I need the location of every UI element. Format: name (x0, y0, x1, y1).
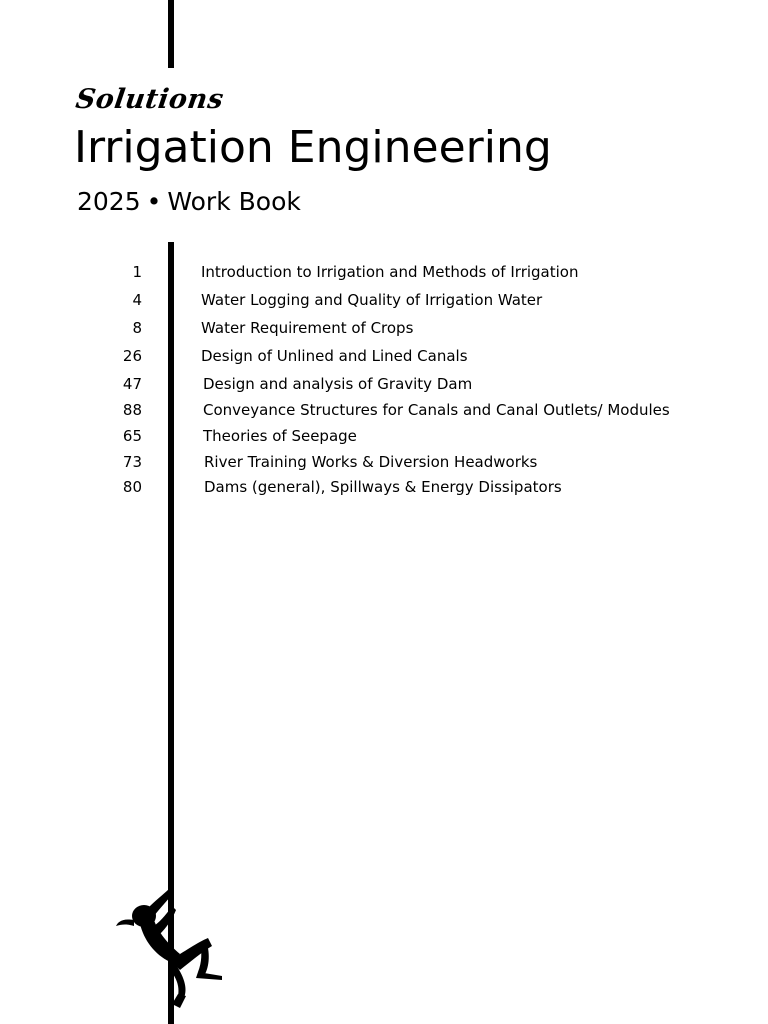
toc-chapter-title: Conveyance Structures for Canals and Canal Outlets/ Modules (203, 401, 670, 419)
toc-row[interactable] (0, 401, 768, 423)
toc-page-number: 1 (132, 263, 142, 281)
edition-separator: • (146, 187, 162, 216)
toc-page-number: 26 (122, 347, 142, 365)
toc-row[interactable] (0, 319, 768, 341)
toc-row[interactable] (0, 263, 768, 285)
series-label: Solutions (73, 84, 226, 115)
climbing-girl-silhouette-icon (114, 880, 234, 1024)
toc-page-number: 8 (132, 319, 142, 337)
toc-row[interactable] (0, 453, 768, 475)
toc-chapter-title: Water Requirement of Crops (201, 319, 414, 337)
toc-page-number: 88 (122, 401, 142, 419)
edition-year: 2025 (77, 187, 141, 216)
toc-chapter-title: Theories of Seepage (203, 427, 357, 445)
toc-row[interactable] (0, 478, 768, 500)
toc-chapter-title: Introduction to Irrigation and Methods of Irrigation (201, 263, 579, 281)
toc-page-number: 73 (122, 453, 142, 471)
edition-line (77, 187, 301, 216)
toc-chapter-title: River Training Works & Diversion Headworks (204, 453, 538, 471)
rope-line (168, 242, 174, 902)
toc-row[interactable] (0, 375, 768, 397)
top-rule (168, 0, 174, 68)
toc-chapter-title: Dams (general), Spillways & Energy Dissipators (204, 478, 562, 496)
toc-row[interactable] (0, 427, 768, 449)
toc-page-number: 80 (122, 478, 142, 496)
toc-row[interactable] (0, 347, 768, 369)
page-title: Irrigation Engineering (74, 122, 552, 173)
toc-page-number: 47 (122, 375, 142, 393)
toc-row[interactable] (0, 291, 768, 313)
toc-page-number: 65 (122, 427, 142, 445)
toc-chapter-title: Design of Unlined and Lined Canals (201, 347, 468, 365)
toc-chapter-title: Design and analysis of Gravity Dam (203, 375, 473, 393)
toc-page-number: 4 (132, 291, 142, 309)
toc-chapter-title: Water Logging and Quality of Irrigation Water (201, 291, 543, 309)
edition-label: Work Book (167, 187, 301, 216)
